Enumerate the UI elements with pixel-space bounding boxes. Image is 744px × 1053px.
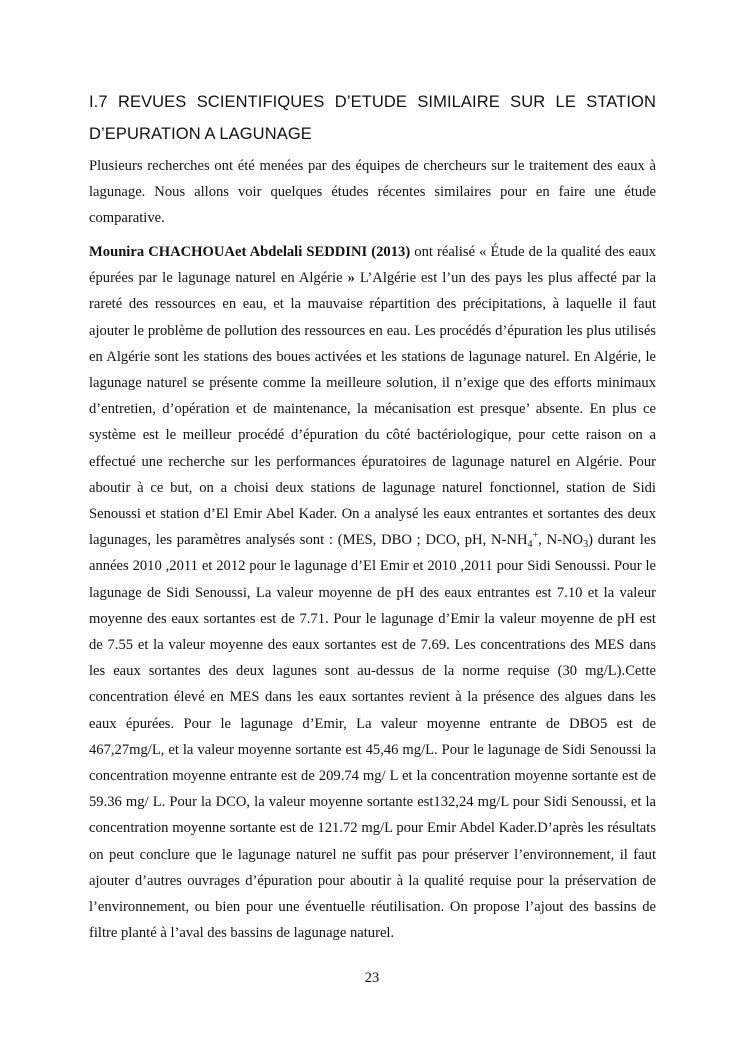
study-body-text-2: , N-NO	[538, 532, 584, 549]
study-title-text: ont réalisé « Étude de la qualité des eaux épurées par le lagunage naturel en Algérie	[89, 244, 656, 287]
nh-superscript: +	[532, 530, 539, 542]
study-body-text: L’Algérie est l’un des pays les plus affecté par la rareté des ressources en eau, et la mauvaise répartition des précipitations, à laquelle il faut ajouter le problème de pollution des ressources en eau. Les procédés d’épuration les plus utilisés en Algérie sont les stations des boues activées et les stations de lagunage naturel. En Algérie, le lagunage naturel se présente comme la meilleure solution, il n’exige que des efforts minimaux d’entretien, d’opération et de maintenance, la mécanisation est presque’ absente. En plus ce système est le meilleur procédé d’épuration du côté bactériologique, pour cette raison on a effectué une recherche sur les performances épuratoires de lagunage naturel en Algérie. Pour aboutir à ce but, on a choisi deux stations de lagunage naturel fonctionnel, station de Sidi Senoussi et station d’El Emir Abel Kader. On a analysé les eaux entrantes et sortantes des deux lagunages, les paramètres analysés sont : (MES, DBO ; DCO, pH, N-NH	[89, 270, 656, 549]
section-heading	[89, 86, 656, 150]
section-heading-line-1: I.7 REVUES SCIENTIFIQUES D’ETUDE SIMILAIRE SUR LE STATION	[89, 93, 656, 111]
section-heading-line-2: D’EPURATION A LAGUNAGE	[89, 125, 312, 143]
page-number: 23	[364, 970, 380, 986]
study-authors: Mounira CHACHOUAet Abdelali SEDDINI (2013)	[89, 244, 411, 260]
study-paragraph	[89, 239, 656, 946]
nh-subscript: 4	[527, 539, 533, 551]
intro-paragraph: Plusieurs recherches ont été menées par des équipes de chercheurs sur le traitement des eaux à lagunage. Nous allons voir quelques études récentes similaires pour en faire une étude comparative.	[89, 158, 656, 227]
quote-close: »	[347, 270, 355, 287]
no-subscript: 3	[583, 539, 589, 551]
study-body-text-3: ) durant les années 2010 ,2011 et 2012 pour le lagunage d’El Emir et 2010 ,2011 pour Sidi Senoussi. Pour le lagunage de Sidi Senoussi, La valeur moyenne de pH des eaux entrantes est 7.10 et la valeur moyenne des eaux sortantes est de 7.71. Pour le lagunage d’Emir la valeur moyenne de pH est de 7.55 et la valeur moyenne des eaux sortantes est de 7.69. Les concentrations des MES dans les eaux sortantes des deux lagunes sont au-dessus de la norme requise (30 mg/L).Cette concentration élevé en MES dans les eaux sortantes revient à la présence des algues dans les eaux épurées. Pour le lagunage d’Emir, La valeur moyenne entrante de DBO5 est de 467,27mg/L, et la valeur moyenne sortante est 45,46 mg/L. Pour le lagunage de Sidi Senoussi la concentration moyenne entrante est de 209.74 mg/ L et la concentration moyenne sortante est de 59.36 mg/ L. Pour la DCO, la valeur moyenne sortante est132,24 mg/L pour Sidi Senoussi, et la concentration moyenne sortante est de 121.72 mg/L pour Emir Abdel Kader.D’après les résultats on peut conclure que le lagunage naturel ne suffit pas pour préserver l’environnement, il faut ajouter d’autres ouvrages d’épuration pour aboutir à la qualité requise pour la préservation de l’environnement, ou bien pour une éventuelle réutilisation. On propose l’ajout des bassins de filtre planté à l’aval des bassins de lagunage naturel.	[89, 532, 657, 942]
